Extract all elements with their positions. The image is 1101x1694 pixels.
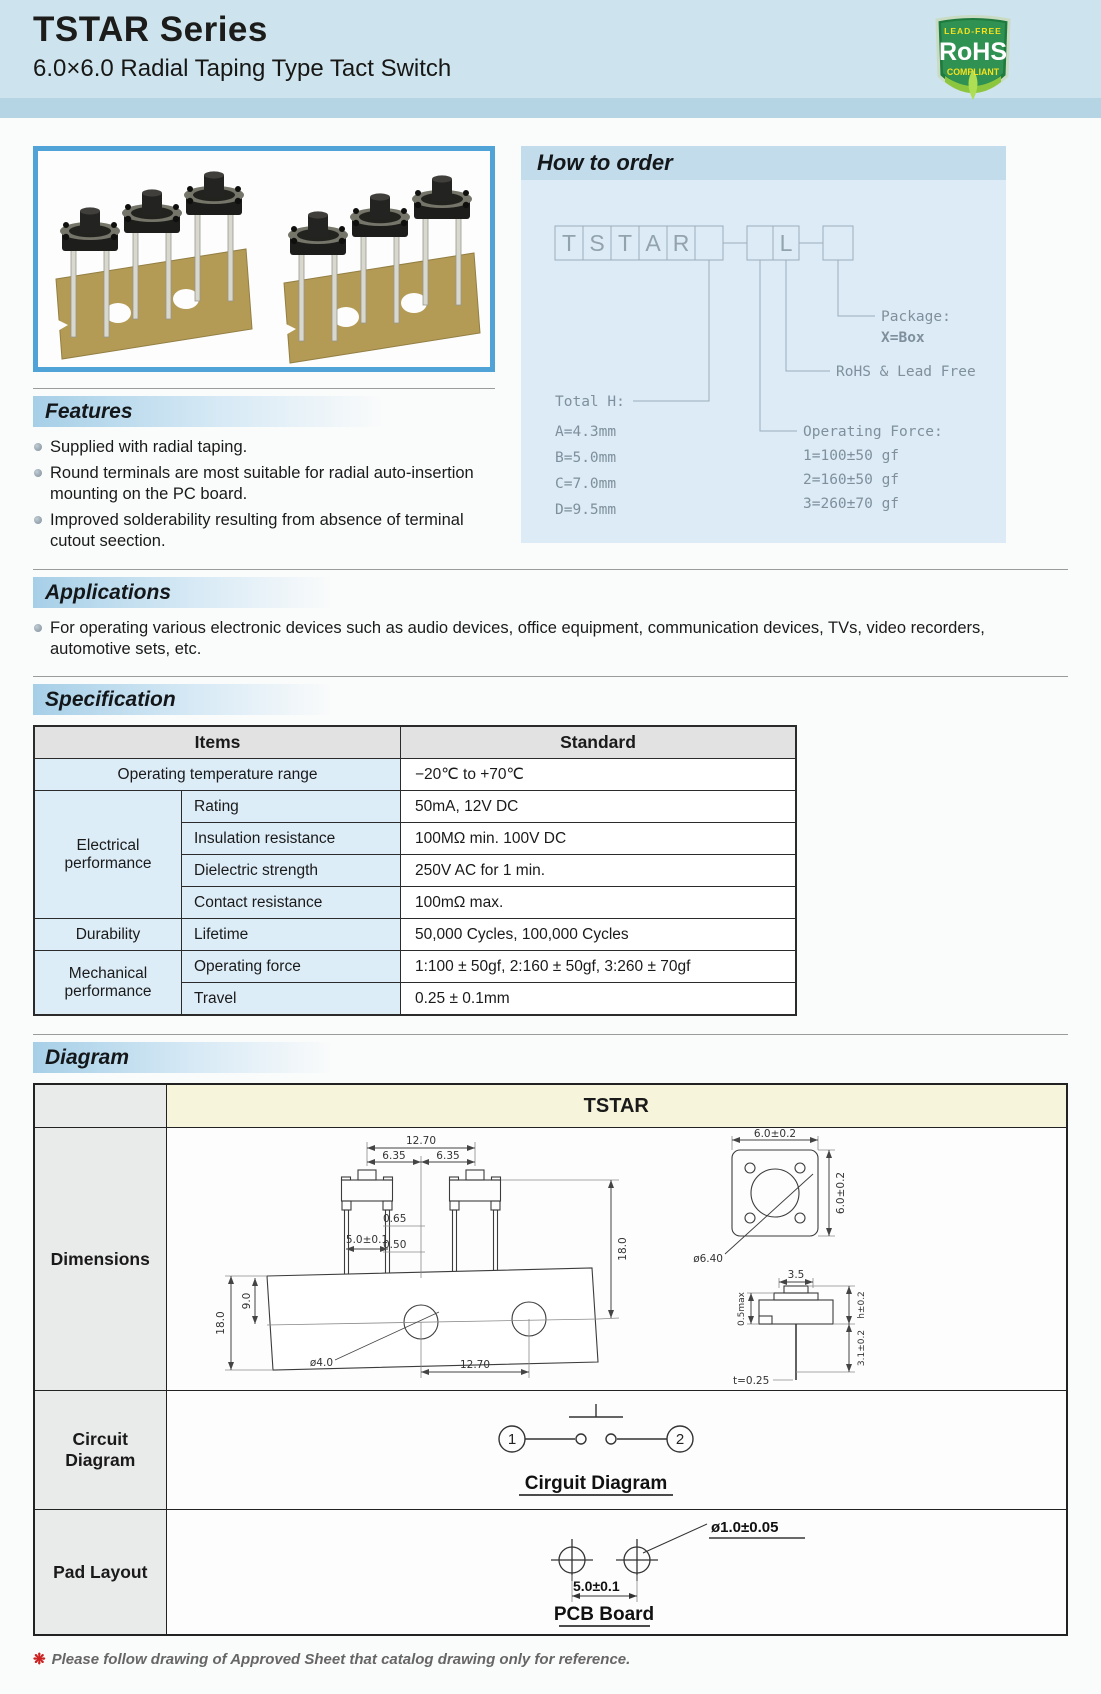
spec-item: Operating force (182, 951, 401, 983)
code-letter: A (645, 230, 661, 256)
dim-label: 6.35 (435, 1150, 460, 1162)
code-letter: T (617, 230, 633, 256)
specification-section-header: Specification (33, 684, 385, 715)
spec-standard: 1:100 ± 50gf, 2:160 ± 50gf, 3:260 ± 70gf (401, 951, 797, 983)
page-title: TSTAR Series (33, 10, 268, 49)
dim-label: 3.5 (787, 1269, 804, 1281)
top-view-ext (732, 1136, 835, 1236)
section-divider (33, 388, 495, 389)
footnote-text: Please follow drawing of Approved Sheet that catalog drawing only for reference. (51, 1651, 631, 1668)
spec-item: Contact resistance (182, 887, 401, 919)
rohs-badge (933, 12, 1013, 113)
code-letter: T (561, 230, 577, 256)
spec-standard: 0.25 ± 0.1mm (401, 983, 797, 1016)
top-view (725, 1150, 818, 1254)
dim-label: 5.0±0.1 (345, 1234, 388, 1246)
operating-force-label: Operating Force: (803, 424, 943, 440)
pad-layout-drawing (167, 1510, 1064, 1634)
diagram-section-header: Diagram (33, 1042, 385, 1073)
dim-label: 18.0 (214, 1311, 227, 1335)
pad-dia-label: ø1.0±0.05 (710, 1519, 778, 1536)
force-option: 1=100±50 gf (803, 448, 900, 464)
spec-item: Operating temperature range (34, 759, 401, 791)
total-h-label: Total H: (555, 394, 625, 410)
dim-label: 6.0±0.2 (753, 1128, 796, 1140)
spec-item: Dielectric strength (182, 855, 401, 887)
side-view-dims (751, 1282, 849, 1372)
total-h-option: A=4.3mm (555, 424, 617, 440)
feature-item: Supplied with radial taping. (33, 437, 495, 458)
circuit-diagram-drawing (167, 1391, 1064, 1509)
force-option: 2=160±50 gf (803, 472, 900, 488)
feature-item: Round terminals are most suitable for radial auto-insertion mounting on the PC board. (33, 463, 495, 505)
dim-label: 3.1±0.2 (856, 1329, 867, 1367)
rohs-badge-icon (933, 12, 1013, 108)
rohs-leadfree-label: RoHS & Lead Free (836, 364, 976, 380)
pad-caption: PCB Board (553, 1604, 654, 1625)
spec-item: Lifetime (182, 919, 401, 951)
page-header (0, 0, 1101, 98)
tape-group-1 (56, 171, 252, 359)
dim-label: 9.0 (240, 1292, 253, 1310)
diagram-row-dimensions: Dimensions (34, 1128, 166, 1391)
specification-table (33, 725, 797, 1016)
dim-label: 12.70 (459, 1359, 490, 1371)
product-photo-image (38, 151, 490, 367)
pad-holes (551, 1524, 707, 1581)
dim-label: t=0.25 (732, 1375, 769, 1387)
force-option: 3=260±70 gf (803, 496, 900, 512)
switch-front-views (267, 1170, 598, 1370)
diagram-row-pad: Pad Layout (34, 1510, 166, 1636)
spec-standard: −20℃ to +70℃ (401, 759, 797, 791)
dim-label: 12.70 (405, 1135, 436, 1147)
page-subtitle: 6.0×6.0 Radial Taping Type Tact Switch (33, 55, 452, 82)
dim-label: h±0.2 (856, 1291, 867, 1319)
spec-group: Durability (34, 919, 182, 951)
tape-group-2 (284, 175, 480, 363)
dimensions-drawing (167, 1128, 1064, 1390)
diagram-corner-cell (34, 1084, 166, 1128)
rohs-bottom-label: COMPLIANT (946, 67, 1000, 77)
circuit-symbol (499, 1404, 693, 1452)
spec-group: Electrical performance (34, 791, 182, 919)
diagram-table (33, 1083, 1068, 1636)
dim-label: ø4.0 (309, 1357, 333, 1369)
dim-label: 6.0±0.2 (834, 1171, 847, 1215)
footer-note (33, 1650, 1068, 1668)
spec-col-items: Items (34, 726, 401, 759)
circuit-caption: Cirguit Diagram (524, 1473, 667, 1494)
spec-item: Travel (182, 983, 401, 1016)
dim-label: ø6.40 (692, 1253, 723, 1265)
section-divider (33, 569, 1068, 570)
code-letter-l: L (779, 230, 793, 256)
package-label: Package: (881, 309, 951, 325)
spec-standard: 100MΩ min. 100V DC (401, 823, 797, 855)
product-photo (33, 146, 495, 372)
spec-item: Insulation resistance (182, 823, 401, 855)
pad-pitch-label: 5.0±0.1 (572, 1578, 620, 1594)
dim-label: 18.0 (616, 1237, 629, 1261)
how-to-order-title: How to order (521, 146, 1006, 180)
features-list (33, 437, 495, 552)
diagram-product-name: TSTAR (166, 1084, 1067, 1128)
side-view (759, 1286, 833, 1380)
total-h-option: C=7.0mm (555, 476, 617, 492)
how-to-order-panel (521, 146, 1006, 543)
footnote-marker: ❋ (33, 1651, 46, 1668)
spec-standard: 50mA, 12V DC (401, 791, 797, 823)
code-letter: R (672, 230, 690, 256)
application-item: For operating various electronic devices such as audio devices, office equipment, communication devices, TVs, video recorders, automotive sets, etc. (33, 618, 1068, 660)
applications-list (33, 618, 1068, 660)
section-divider (33, 1034, 1068, 1035)
feature-item: Improved solderability resulting from absence of terminal cutout seection. (33, 510, 495, 552)
features-section-header: Features (33, 396, 445, 427)
diagram-row-circuit: Circuit Diagram (34, 1391, 166, 1510)
total-h-option: D=9.5mm (555, 502, 617, 518)
package-value: X=Box (881, 330, 925, 346)
order-code-diagram (535, 196, 993, 528)
applications-section-header: Applications (33, 577, 385, 608)
dim-label: 0.65 (382, 1213, 406, 1225)
section-divider (33, 676, 1068, 677)
spec-item: Rating (182, 791, 401, 823)
circuit-pin-1: 1 (507, 1431, 516, 1448)
spec-col-standard: Standard (401, 726, 797, 759)
spec-standard: 250V AC for 1 min. (401, 855, 797, 887)
circuit-pin-2: 2 (675, 1431, 684, 1448)
dim-label: 0.50 (382, 1239, 406, 1251)
dim-label: 6.35 (381, 1150, 406, 1162)
spec-standard: 100mΩ max. (401, 887, 797, 919)
code-letter: S (589, 230, 605, 256)
total-h-option: B=5.0mm (555, 450, 617, 466)
dim-label: 0.5max (736, 1292, 747, 1326)
rohs-top-label: LEAD-FREE (944, 26, 1002, 36)
spec-group: Mechanical performance (34, 951, 182, 1016)
spec-standard: 50,000 Cycles, 100,000 Cycles (401, 919, 797, 951)
rohs-main-label: RoHS (938, 38, 1008, 66)
